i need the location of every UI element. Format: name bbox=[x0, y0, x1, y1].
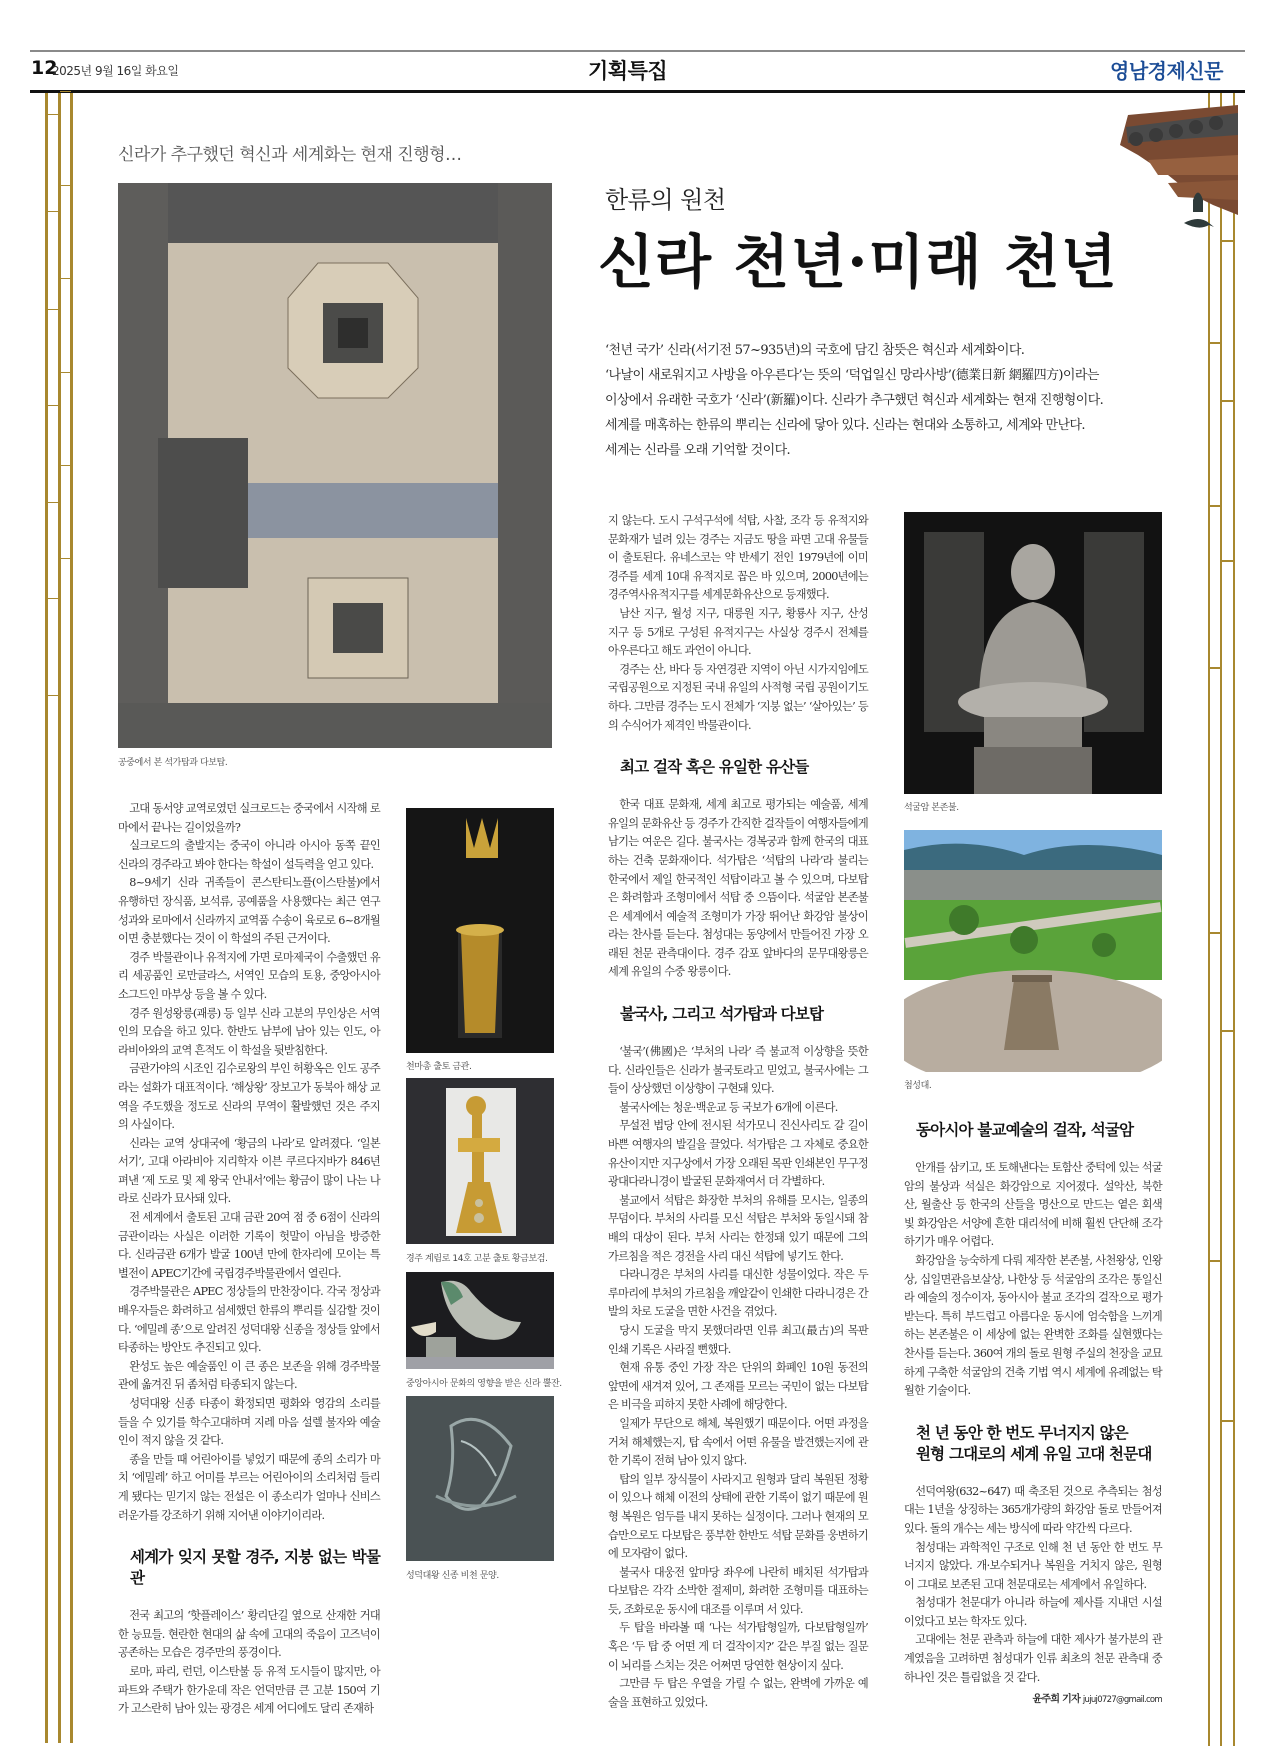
paragraph: 로마, 파리, 런던, 이스탄불 등 유적 도시들이 많지만, 아파트와 주택가 한가운데 작은 언덕만큼 큰 고분 150여 기가 고스란히 남아 있는 광경은 세계 어디에도 달리 존재하 bbox=[118, 1664, 380, 1716]
article-column-3 bbox=[904, 1106, 1162, 1710]
page-number: 12 bbox=[31, 57, 58, 79]
image-caption: 천마총 출토 금관. bbox=[406, 1062, 472, 1072]
paragraph: 다라니경은 부처의 사리를 대신한 성물이었다. 작은 두루마리에 부처의 가르침을 깨알같이 인쇄한 다라니경은 간발의 차로 도굴을 면한 사건을 겪었다. bbox=[608, 1268, 868, 1319]
paragraph: 성덕대왕 신종 타종이 확정되면 평화와 영감의 소리를 들을 수 있기를 학수고대하며 지레 마음 설렐 불자와 예술인이 적지 않을 것 같다. bbox=[118, 1397, 380, 1448]
paragraph: 일제가 무단으로 해체, 복원했기 때문이다. 어떤 과정을 거쳐 해체했는지, 탑 속에서 어떤 유물을 발견했는지에 관한 기록이 전혀 남아 있지 않다. bbox=[608, 1416, 868, 1468]
paragraph: ‘불국’(佛國)은 ‘부처의 나라’ 즉 불교적 이상향을 뜻한다. 신라인들은 신라가 불국토라고 믿었고, 불국사에는 그들이 상상했던 이상향이 구현돼 있다. bbox=[608, 1045, 868, 1096]
paragraph: 탑의 일부 장식물이 사라지고 원형과 달리 복원된 정황이 있으나 해체 이전의 상태에 관한 기록이 없기 때문에 원형 복원은 엄두를 내지 못하는 실정이다. 그러나 현재의 모습만으로도 다보탑은 풍부한 한반도 석탑 문화를 웅변하기에 모자람이 없다. bbox=[608, 1472, 868, 1561]
header-top-rule bbox=[30, 50, 1245, 52]
paragraph: 불국사 대웅전 앞마당 좌우에 나란히 배치된 석가탑과 다보탑은 각각 소박한 절제미, 화려한 조형미를 대표하는 듯, 조화로운 동시에 대조를 이루며 서 있다. bbox=[608, 1565, 868, 1616]
byline-author: 윤주희 기자 bbox=[1032, 1694, 1081, 1706]
paragraph: 무설전 법당 안에 전시된 석가모니 진신사리도 갈 길이 바쁜 여행자의 발길을 끌었다. 석가탑은 그 자체로 중요한 유산이지만 지구상에서 가장 오래된 목판 인쇄본인 무구정광대다라니경이 발굴된 문화재여서 더 각별하다. bbox=[608, 1119, 868, 1189]
section-subhead-two-line bbox=[916, 1423, 1162, 1465]
section-subhead: 불국사, 그리고 석가탑과 다보탑 bbox=[620, 1005, 824, 1024]
paragraph: 완성도 높은 예술품인 이 큰 종은 보존을 위해 경주박물관에 옮겨진 뒤 좀처럼 타종되지 않는다. bbox=[118, 1359, 380, 1392]
gold-dagger-photo bbox=[406, 1078, 554, 1244]
image-caption: 석굴암 본존불. bbox=[904, 803, 959, 813]
image-caption: 첨성대. bbox=[904, 1081, 932, 1091]
horn-cup-photo bbox=[406, 1272, 554, 1369]
paragraph: 경주박물관은 APEC 정상들의 만찬장이다. 각국 정상과 배우자들은 화려하고 섬세했던 한류의 뿌리를 실감할 것이다. ‘에밀레 종’으로 알려진 성덕대왕 신종을 정상들 앞에서 타종하는 방안도 추진되고 있다. bbox=[118, 1285, 380, 1355]
section-subhead: 세계가 잊지 못할 경주, 지붕 없는 박물관 bbox=[130, 1548, 380, 1588]
subhead-line: 천 년 동안 한 번도 무너지지 않은 bbox=[916, 1423, 1128, 1442]
paragraph: 지 않는다. 도시 구석구석에 석탑, 사찰, 조각 등 유적지와 문화재가 널려 있는 경주는 지금도 땅을 파면 고대 유물들이 출토된다. 유네스코는 약 반세기 전인 1979년에 이미 경주를 세계 10대 유적지로 꼽은 바 있으며, 2000년에는 경주역사유적지구를 세계문화유산으로 등재했다. bbox=[608, 514, 868, 602]
article-title: 신라 천년·미래 천년 bbox=[598, 228, 1118, 296]
paragraph: 선덕여왕(632~647) 때 축조된 것으로 추측되는 첨성대는 1년을 상징하는 365개가량의 화강암 돌로 만들어져 있다. 돌의 개수는 세는 방식에 따라 약간씩 다르다. bbox=[904, 1484, 1162, 1535]
aerial-temple-photo bbox=[118, 183, 552, 748]
article-column-2 bbox=[608, 512, 868, 1712]
paragraph: 화강암을 능숙하게 다뤄 제작한 본존불, 사천왕상, 인왕상, 십일면관음보살상, 나한상 등 석굴암의 조각은 통일신라 예술의 정수이자, 동아시아 불교 조각의 걸작으로 평가받는다. 특히 부드럽고 아름다운 동시에 엄숙함을 느끼게 하는 본존불은 이 세상에 없는 완벽한 조화를 실현했다는 찬사를 듣는다. 360여 개의 돌로 원형 주실의 천장을 교묘하게 구축한 석굴암의 건축 기법 역시 세계에 유례없는 탁월한 기술이다. bbox=[904, 1253, 1162, 1398]
paragraph: 고대 동서양 교역로였던 실크로드는 중국에서 시작해 로마에서 끝나는 길이었을까? bbox=[118, 802, 380, 834]
image-caption: 경주 계림로 14호 고분 출토 황금보검. bbox=[406, 1254, 548, 1264]
bell-relief-photo bbox=[406, 1396, 554, 1561]
lead-line: ‘천년 국가’ 신라(서기전 57~935년)의 국호에 담긴 참뜻은 혁신과 세계화이다. bbox=[605, 343, 1025, 358]
gold-crown-photo bbox=[406, 808, 554, 1053]
paragraph: 경주 박물관이나 유적지에 가면 로마제국이 수출했던 유리 세공품인 로만글라스, 서역인 모습의 토용, 중앙아시아 소그드인 마부상 등을 볼 수 있다. bbox=[118, 950, 380, 1001]
byline bbox=[904, 1691, 1162, 1710]
paragraph: 한국 대표 문화재, 세계 최고로 평가되는 예술품, 세계 유일의 문화유산 등 경주가 간직한 걸작들이 여행자들에게 남기는 여운은 길다. 불국사는 경복궁과 함께 한국의 대표하는 건축 문화재이다. 석가탑은 ‘석탑의 나라’라 불리는 한국에서 제일 한국적인 석탑이라고 볼 수 있으며, 다보탑은 화려함과 조형미에서 석탑 중 으뜸이다. 석굴암 본존불은 세계에서 예술적 조형미가 가장 뛰어난 화강암 불상이라는 찬사를 듣는다. 첨성대는 동양에서 만들어진 가장 오래된 천문 관측대이다. 경주 감포 앞바다의 문무대왕릉은 세계 유일의 수중 왕릉이다. bbox=[608, 798, 868, 979]
paragraph: 두 탑을 바라볼 때 ‘나는 석가탑형일까, 다보탑형일까’ 혹은 ‘두 탑 중 어떤 게 더 걸작이지?’ 같은 부질 없는 질문이 뇌리를 스치는 것은 어쩌면 당연한 현상이지 싶다. bbox=[608, 1621, 868, 1672]
header-bottom-rule bbox=[30, 90, 1245, 93]
section-subhead: 최고 걸작 혹은 유일한 유산들 bbox=[620, 758, 809, 777]
lead-line: 세계를 매혹하는 한류의 뿌리는 신라에 닿아 있다. 신라는 현대와 소통하고, 세계와 만난다. bbox=[605, 418, 1085, 433]
section-subhead: 동아시아 불교예술의 걸작, 석굴암 bbox=[916, 1121, 1134, 1139]
paragraph: 경주는 산, 바다 등 자연경관 지역이 아닌 시가지임에도 국립공원으로 지정된 국내 유일의 사적형 국립 공원이기도 하다. 그만큼 경주는 도시 전체가 ‘지붕 없는’ ‘살아있는’ 등의 수식어가 제격인 박물관이다. bbox=[608, 662, 868, 732]
paragraph: 남산 지구, 월성 지구, 대릉원 지구, 황룡사 지구, 산성 지구 등 5개로 구성된 유적지구는 사실상 경주시 전체를 아우른다고 해도 과언이 아니다. bbox=[608, 606, 868, 658]
lead-line: 세계는 신라를 오래 기억할 것이다. bbox=[605, 443, 791, 458]
article-kicker: 신라가 추구했던 혁신과 세계화는 현재 진행형… bbox=[118, 145, 462, 165]
paragraph: 실크로드의 출발지는 중국이 아니라 아시아 동쪽 끝인 신라의 경주라고 봐야 한다는 학설이 설득력을 얻고 있다. bbox=[118, 839, 380, 871]
paragraph: 신라는 교역 상대국에 ‘황금의 나라’로 알려졌다. ‘일본서기’, 고대 아라비아 지리학자 이븐 쿠르다지바가 846년 펴낸 ‘제 도로 및 제 왕국 안내서’에는 황금이 많이 나는 나라로 신라가 묘사돼 있다. bbox=[118, 1136, 380, 1206]
paragraph: 고대에는 천문 관측과 하늘에 대한 제사가 불가분의 관계였음을 고려하면 첨성대가 인류 최초의 천문 관측대 중 하나인 것은 틀림없을 것 같다. bbox=[904, 1633, 1162, 1684]
issue-date: 2025년 9월 16일 화요일 bbox=[52, 64, 179, 78]
paragraph: 경주 원성왕릉(괘릉) 등 일부 신라 고분의 무인상은 서역인의 모습을 하고 있다. 한반도 남부에 남아 있는 인도, 아라비아와의 교역 흔적도 이 학설을 뒷받침한다. bbox=[118, 1006, 380, 1057]
paragraph: 8~9세기 신라 귀족들이 콘스탄티노플(이스탄불)에서 유행하던 장식품, 보석류, 공예품을 사용했다는 최근 연구 성과와 로마에서 신라까지 교역품 수송이 육로로 6~8개월이면 충분했다는 것이 이 학설의 주된 근거이다. bbox=[118, 876, 380, 946]
byline-email[interactable]: jujuj0727@gmail.com bbox=[1082, 1695, 1162, 1706]
paragraph: 그만큼 두 탑은 우열을 가릴 수 없는, 완벽에 가까운 예술을 표현하고 있었다. bbox=[608, 1677, 868, 1709]
image-caption: 공중에서 본 석가탑과 다보탑. bbox=[118, 758, 228, 768]
paragraph: 첨성대는 과학적인 구조로 인해 천 년 동안 한 번도 무너지지 않았다. 개·보수되거나 복원을 거치지 않은, 원형이 그대로 보존된 고대 천문대로는 세계에서 유일하다. bbox=[904, 1540, 1162, 1591]
section-title: 기획특집 bbox=[588, 59, 668, 83]
article-subtitle: 한류의 원천 bbox=[605, 186, 726, 214]
paragraph: 종을 만들 때 어린아이를 넣었기 때문에 종의 소리가 마치 ‘에밀레’ 하고 어미를 부르는 어린아이의 소리처럼 들리게 됐다는 믿기지 않는 전설은 이 종소리가 얼마나 신비스러운가를 강조하기 위해 지어낸 이야기이리라. bbox=[118, 1452, 380, 1522]
paragraph: 전국 최고의 ‘핫플레이스’ 황리단길 옆으로 산재한 거대한 능묘들. 현란한 현대의 삶 속에 고대의 죽음이 고즈넉이 공존하는 모습은 경주만의 풍경이다. bbox=[118, 1609, 380, 1660]
lead-line: ‘나날이 새로워지고 사방을 아우른다’는 뜻의 ‘덕업일신 망라사방’(德業日新 網羅四方)이라는 bbox=[605, 368, 1099, 383]
cheomseongdae-photo bbox=[904, 830, 1162, 1072]
paragraph: 불국사에는 청운·백운교 등 국보가 6개에 이른다. bbox=[619, 1100, 838, 1114]
paragraph: 현재 유통 중인 가장 작은 단위의 화폐인 10원 동전의 앞면에 새겨져 있어, 그 존재를 모르는 국민이 없는 다보탑은 비극을 피하지 못한 사례에 해당한다. bbox=[608, 1361, 868, 1412]
article-column-1 bbox=[118, 800, 380, 1719]
paragraph: 첨성대가 천문대가 아니라 하늘에 제사를 지내던 시설이었다고 보는 학자도 있다. bbox=[904, 1596, 1162, 1628]
paragraph: 불교에서 석탑은 화장한 부처의 유해를 모시는, 일종의 무덤이다. 부처의 사리를 모신 석탑은 부처와 동일시돼 참배의 대상이 된다. 부처 사리는 한정돼 있기 때문에 그의 가르침을 적은 경전을 사리 대신 석탑에 넣기도 한다. bbox=[608, 1193, 868, 1263]
image-caption: 성덕대왕 신종 비천 문양. bbox=[406, 1571, 499, 1581]
image-caption: 중앙아시아 문화의 영향을 받은 신라 뿔잔. bbox=[406, 1379, 562, 1389]
paragraph: 당시 도굴을 막지 못했더라면 인류 최고(最古)의 목판 인쇄 기록은 사라질 뻔했다. bbox=[608, 1323, 868, 1356]
newspaper-name: 영남경제신문 bbox=[1110, 59, 1223, 83]
article-lead bbox=[605, 338, 1165, 463]
paragraph: 금관가야의 시조인 김수로왕의 부인 허황옥은 인도 공주라는 설화가 대표적이다. ‘해상왕’ 장보고가 동북아 해상 교역을 주도했을 정도로 신라의 무역이 활발했던 것은 주지의 사실이다. bbox=[118, 1062, 380, 1132]
subhead-line: 원형 그대로의 세계 유일 고대 천문대 bbox=[916, 1444, 1152, 1463]
paragraph: 안개를 삼키고, 또 토해낸다는 토함산 중턱에 있는 석굴암의 불상과 석실은 화강암으로 지어졌다. 설악산, 북한산, 월출산 등 한국의 산들을 명산으로 만드는 옅은 회색빛 화강암은 서양에 흔한 대리석에 비해 훨씬 단단해 조각하기가 매우 어렵다. bbox=[904, 1161, 1162, 1249]
seokguram-buddha-photo bbox=[904, 512, 1162, 794]
paragraph: 전 세계에서 출토된 고대 금관 20여 점 중 6점이 신라의 금관이라는 사실은 이러한 기록이 헛말이 아님을 방증한다. 신라금관 6개가 발굴 100년 만에 한자리에 모이는 특별전이 APEC기간에 국립경주박물관에서 열린다. bbox=[118, 1211, 380, 1280]
lead-line: 이상에서 유래한 국호가 ‘신라’(新羅)이다. 신라가 추구했던 혁신과 세계화는 현재 진행형이다. bbox=[605, 393, 1104, 408]
hanok-eaves-image bbox=[1098, 105, 1235, 245]
